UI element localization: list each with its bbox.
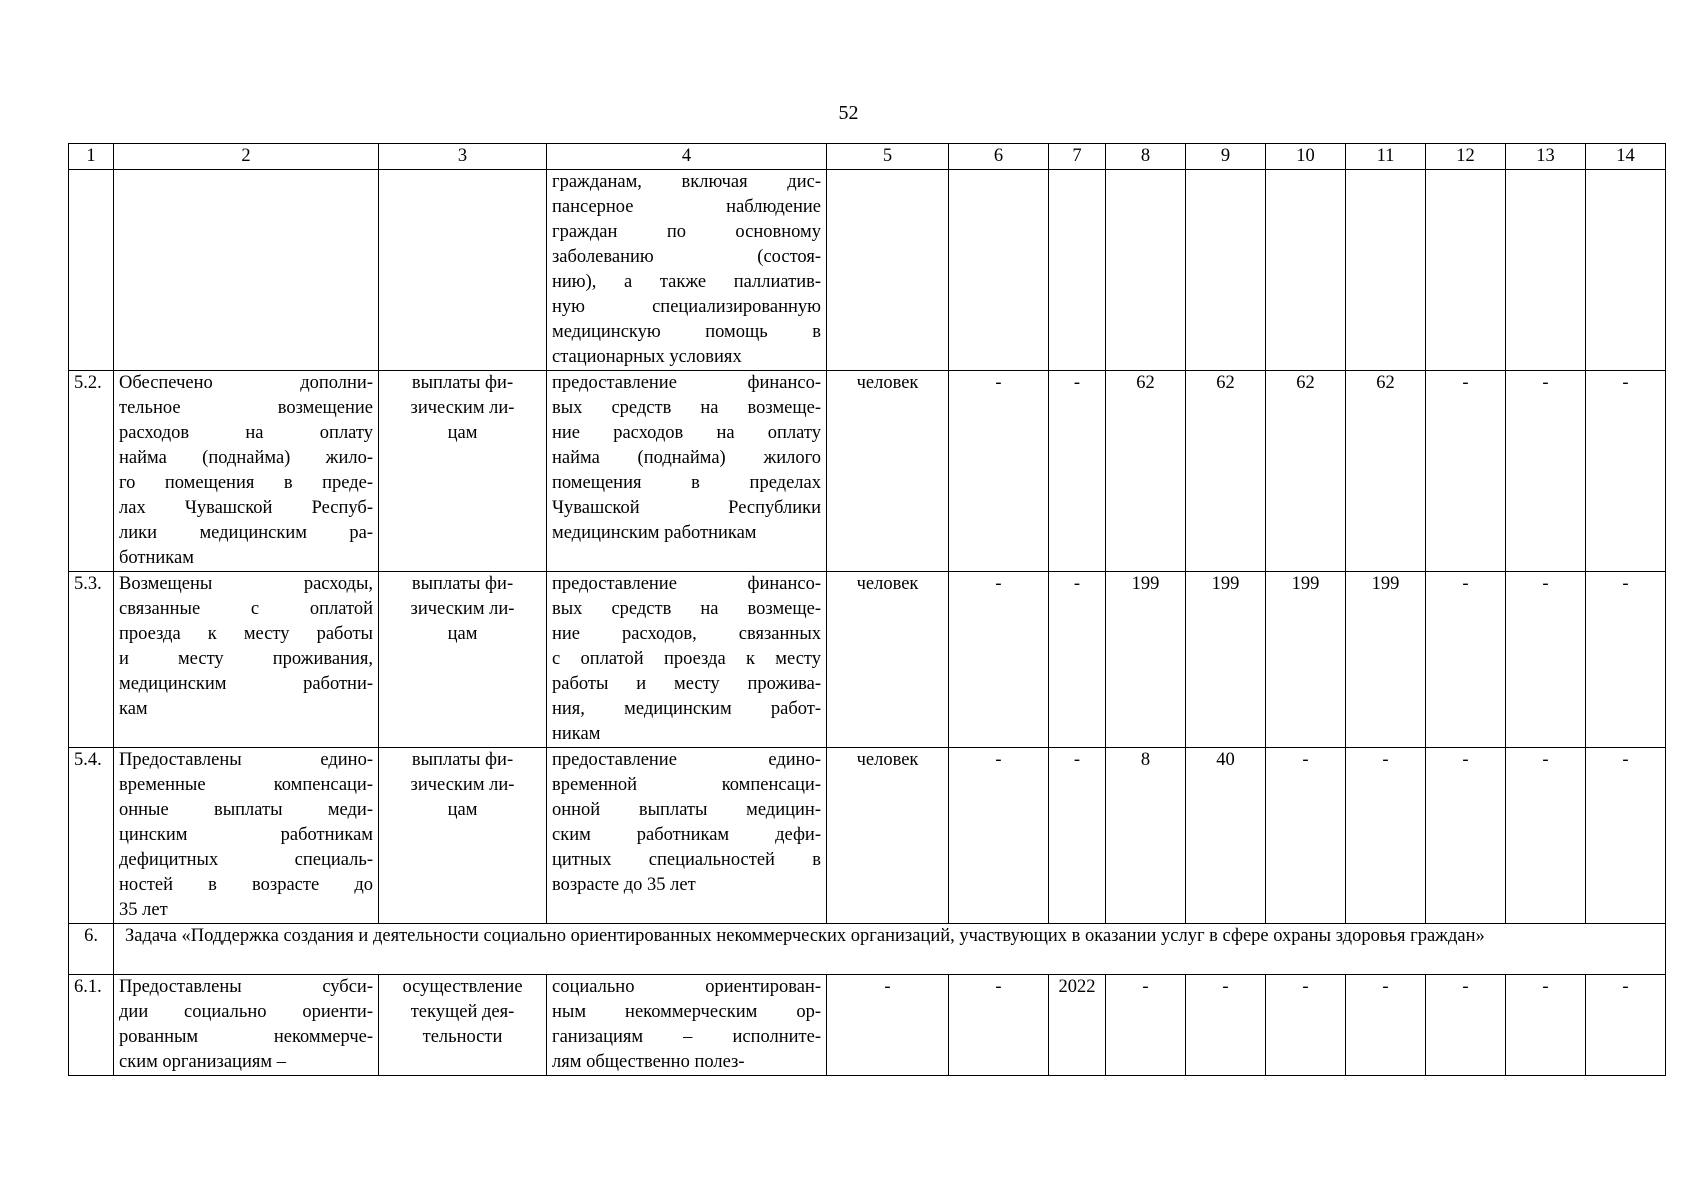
row-number <box>69 170 114 371</box>
column-header: 9 <box>1186 144 1266 170</box>
text-line: вых средств на возмеще- <box>552 599 821 619</box>
value-cell: - <box>1049 371 1106 572</box>
text-line: Предоставлены едино- <box>119 750 373 770</box>
text-line: цитных специальностей в <box>552 850 821 870</box>
text-line: вых средств на возмеще- <box>552 398 821 418</box>
text-line: онные выплаты меди- <box>119 800 373 820</box>
text-line: предоставление финансо- <box>552 373 821 393</box>
value-cell: - <box>1506 748 1586 924</box>
column-header: 11 <box>1346 144 1426 170</box>
type-cell <box>379 170 547 371</box>
text-line: ским организациям – <box>119 1052 286 1072</box>
text-line: и месту проживания, <box>119 649 373 669</box>
text-line: ным некоммерческим ор- <box>552 1002 821 1022</box>
value-cell <box>1506 170 1586 371</box>
value-cell: - <box>949 572 1049 748</box>
text-line: Обеспечено дополни- <box>119 373 373 393</box>
column-header: 2 <box>114 144 379 170</box>
description-cell <box>547 748 827 924</box>
text-line: гражданам, включая дис- <box>552 172 821 192</box>
value-cell <box>1186 170 1266 371</box>
type-cell <box>379 748 547 924</box>
column-header: 1 <box>69 144 114 170</box>
value-cell <box>1049 170 1106 371</box>
value-cell: - <box>1586 975 1666 1076</box>
text-line: стационарных условиях <box>552 347 742 367</box>
value-cell: 62 <box>1106 371 1186 572</box>
text-line: возрасте до 35 лет <box>552 875 696 895</box>
value-cell: 8 <box>1106 748 1186 924</box>
text-line: ную специализированную <box>552 297 821 317</box>
table-row <box>69 572 1666 748</box>
text-line: лики медицинским ра- <box>119 523 373 543</box>
text-line: зическим ли- <box>410 775 515 795</box>
unit-cell: человек <box>827 572 949 748</box>
unit-cell: - <box>827 975 949 1076</box>
value-cell: - <box>1346 975 1426 1076</box>
text-line: лах Чувашской Респуб- <box>119 498 373 518</box>
value-cell: - <box>1266 748 1346 924</box>
result-cell <box>114 975 379 1076</box>
value-cell <box>1266 170 1346 371</box>
value-cell <box>949 170 1049 371</box>
text-line: ботникам <box>119 548 194 568</box>
text-line: выплаты фи- <box>411 574 514 594</box>
value-cell: - <box>1506 572 1586 748</box>
program-table <box>68 143 1666 1076</box>
text-line: лям общественно полез- <box>552 1052 745 1072</box>
table-row <box>69 371 1666 572</box>
value-cell: - <box>1506 371 1586 572</box>
value-cell <box>1586 170 1666 371</box>
text-line: помещения в пределах <box>552 473 821 493</box>
row-number: 5.2. <box>69 371 114 572</box>
type-cell <box>379 371 547 572</box>
value-cell: - <box>1106 975 1186 1076</box>
value-cell: 40 <box>1186 748 1266 924</box>
text-line: граждан по основному <box>552 222 821 242</box>
description-cell <box>547 975 827 1076</box>
text-line: временные компенсаци- <box>119 775 373 795</box>
task-title: Задача «Поддержка создания и деятельности социально ориентированных некоммерческих организаций, участвующих в оказании услуг в сфере охраны здоровья граждан» <box>114 924 1666 975</box>
value-cell: 199 <box>1266 572 1346 748</box>
column-header: 6 <box>949 144 1049 170</box>
value-cell: 199 <box>1106 572 1186 748</box>
text-line: работы и месту прожива- <box>552 674 821 694</box>
text-line: медицинскую помощь в <box>552 322 821 342</box>
text-line: с оплатой проезда к месту <box>552 649 821 669</box>
row-number: 6. <box>69 924 114 975</box>
text-line: зическим ли- <box>410 599 515 619</box>
result-cell <box>114 371 379 572</box>
text-line: ским работникам дефи- <box>552 825 821 845</box>
text-line: выплаты фи- <box>411 373 514 393</box>
result-cell <box>114 572 379 748</box>
description-cell <box>547 572 827 748</box>
unit-cell: человек <box>827 748 949 924</box>
text-line: заболеванию (состоя- <box>552 247 821 267</box>
text-line: тельности <box>422 1027 503 1047</box>
text-line: 35 лет <box>119 900 168 920</box>
text-line: Чувашской Республики <box>552 498 821 518</box>
value-cell <box>1346 170 1426 371</box>
text-line: цам <box>447 423 478 443</box>
row-number: 5.3. <box>69 572 114 748</box>
text-line: пансерное наблюдение <box>552 197 821 217</box>
result-cell <box>114 170 379 371</box>
text-line: расходов на оплату <box>119 423 373 443</box>
text-line: тельное возмещение <box>119 398 373 418</box>
unit-cell <box>827 170 949 371</box>
value-cell: 199 <box>1346 572 1426 748</box>
column-header: 4 <box>547 144 827 170</box>
table-row <box>69 170 1666 371</box>
value-cell: 62 <box>1186 371 1266 572</box>
row-number: 5.4. <box>69 748 114 924</box>
value-cell: 199 <box>1186 572 1266 748</box>
text-line: выплаты фи- <box>411 750 514 770</box>
unit-cell: человек <box>827 371 949 572</box>
text-line: текущей дея- <box>410 1002 515 1022</box>
description-cell <box>547 371 827 572</box>
value-cell: - <box>1186 975 1266 1076</box>
text-line: связанные с оплатой <box>119 599 373 619</box>
text-line: предоставление финансо- <box>552 574 821 594</box>
text-line: найма (поднайма) жилого <box>552 448 821 468</box>
text-line: ние расходов на оплату <box>552 423 821 443</box>
column-header: 3 <box>379 144 547 170</box>
column-header: 14 <box>1586 144 1666 170</box>
value-cell <box>1426 170 1506 371</box>
value-cell <box>1106 170 1186 371</box>
text-line: предоставление едино- <box>552 750 821 770</box>
column-header: 10 <box>1266 144 1346 170</box>
text-line: зическим ли- <box>410 398 515 418</box>
text-line: ния, медицинским работ- <box>552 699 821 719</box>
value-cell: - <box>1426 371 1506 572</box>
value-cell: - <box>1506 975 1586 1076</box>
value-cell: - <box>949 371 1049 572</box>
value-cell: 62 <box>1346 371 1426 572</box>
text-line: дефицитных специаль- <box>119 850 373 870</box>
table-row <box>69 975 1666 1076</box>
value-cell: - <box>949 975 1049 1076</box>
text-line: онной выплаты медицин- <box>552 800 821 820</box>
text-line: го помещения в преде- <box>119 473 373 493</box>
value-cell: - <box>949 748 1049 924</box>
text-line: дии социально ориенти- <box>119 1002 373 1022</box>
text-line: социально ориентирован- <box>552 977 821 997</box>
value-cell: 62 <box>1266 371 1346 572</box>
header-row <box>69 144 1666 170</box>
text-line: цам <box>447 624 478 644</box>
text-line: временной компенсаци- <box>552 775 821 795</box>
table-row <box>69 748 1666 924</box>
value-cell: - <box>1266 975 1346 1076</box>
text-line: цинским работникам <box>119 825 373 845</box>
value-cell: - <box>1049 572 1106 748</box>
text-line: осуществление <box>402 977 523 997</box>
text-line: медицинским работникам <box>552 523 757 543</box>
text-line: Предоставлены субси- <box>119 977 373 997</box>
type-cell <box>379 572 547 748</box>
type-cell <box>379 975 547 1076</box>
text-line: Возмещены расходы, <box>119 574 373 594</box>
column-header: 13 <box>1506 144 1586 170</box>
value-cell: - <box>1586 371 1666 572</box>
task-row <box>69 924 1666 975</box>
column-header: 7 <box>1049 144 1106 170</box>
row-number: 6.1. <box>69 975 114 1076</box>
text-line: проезда к месту работы <box>119 624 373 644</box>
text-line: никам <box>552 724 601 744</box>
column-header: 8 <box>1106 144 1186 170</box>
text-line: ганизациям – исполните- <box>552 1027 821 1047</box>
value-cell: - <box>1586 572 1666 748</box>
value-cell: - <box>1426 572 1506 748</box>
value-cell: 2022 <box>1049 975 1106 1076</box>
page-number: 52 <box>838 102 859 124</box>
value-cell: - <box>1586 748 1666 924</box>
text-line: медицинским работни- <box>119 674 373 694</box>
text-line: ние расходов, связанных <box>552 624 821 644</box>
value-cell: - <box>1426 748 1506 924</box>
value-cell: - <box>1426 975 1506 1076</box>
column-header: 5 <box>827 144 949 170</box>
text-line: кам <box>119 699 148 719</box>
column-header: 12 <box>1426 144 1506 170</box>
text-line: ностей в возрасте до <box>119 875 373 895</box>
text-line: цам <box>447 800 478 820</box>
result-cell <box>114 748 379 924</box>
description-cell <box>547 170 827 371</box>
value-cell: - <box>1049 748 1106 924</box>
text-line: найма (поднайма) жило- <box>119 448 373 468</box>
text-line: рованным некоммерче- <box>119 1027 373 1047</box>
text-line: нию), а также паллиатив- <box>552 272 821 292</box>
value-cell: - <box>1346 748 1426 924</box>
